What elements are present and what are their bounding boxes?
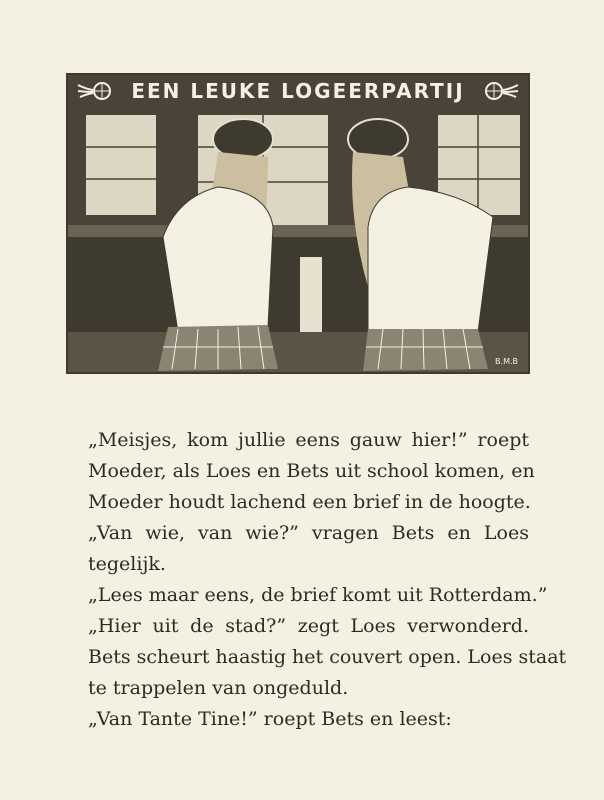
text-line: Moeder houdt lachend een brief in de hoogte. (88, 491, 531, 513)
text-line: „Lees maar eens, de brief komt uit Rotterdam.” (88, 584, 548, 606)
text-line: „Van Tante Tine!” roept Bets en leest: (88, 708, 452, 730)
text-line: Moeder, als Loes en Bets uit school komen, en (88, 460, 535, 482)
text-line: „Van wie, van wie?” vragen Bets en Loes (88, 522, 529, 544)
chapter-illustration (66, 73, 530, 374)
text-line: tegelijk. (88, 553, 166, 575)
body-text (88, 425, 567, 735)
winged-wheel-icon (76, 79, 116, 103)
title-banner (68, 75, 528, 107)
text-line: te trappelen van ongeduld. (88, 677, 349, 699)
text-line: Bets scheurt haastig het couvert open. Loes staat (88, 646, 567, 668)
shop-window-scene (68, 107, 528, 374)
winged-wheel-icon (480, 79, 520, 103)
artist-monogram: B.M.B (495, 357, 518, 366)
text-line: „Hier uit de stad?” zegt Loes verwonderd. (88, 615, 529, 637)
text-line: „Meisjes, kom jullie eens gauw hier!” roept (88, 429, 529, 451)
chapter-title: EEN LEUKE LOGEERPARTIJ (131, 79, 465, 103)
